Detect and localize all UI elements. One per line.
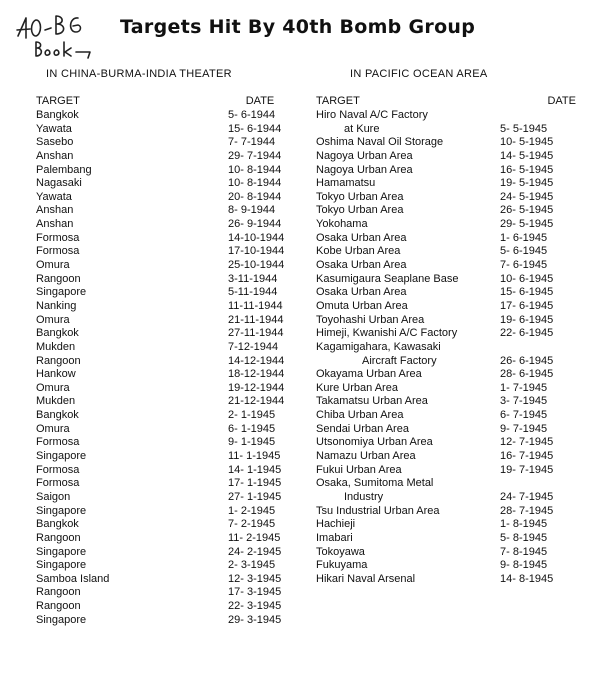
target-row [36, 423, 292, 437]
target-name: Industry [344, 490, 384, 503]
target-date: 1- 8-1945 [500, 518, 548, 531]
target-row [36, 368, 292, 382]
target-row [36, 532, 292, 546]
target-name: Omuta Urban Area [316, 299, 408, 312]
target-row [316, 150, 576, 164]
target-date: 17- 1-1945 [228, 477, 282, 490]
target-name: Aircraft Factory [362, 354, 437, 367]
target-date: 6- 7-1945 [500, 409, 548, 422]
target-row [36, 232, 292, 246]
target-date: 14- 5-1945 [500, 149, 554, 162]
target-name: Namazu Urban Area [316, 450, 416, 463]
target-row [36, 586, 292, 600]
target-row [36, 559, 292, 573]
target-date: 24- 7-1945 [500, 490, 554, 503]
target-date: 3- 7-1945 [500, 395, 548, 408]
target-row [36, 505, 292, 519]
target-row [316, 505, 576, 519]
target-date: 5- 6-1945 [500, 245, 548, 258]
cbi-date-column-header: DATE [245, 95, 275, 107]
target-name: Fukui Urban Area [316, 463, 402, 476]
target-name: Samboa Island [36, 572, 110, 585]
target-date: 7- 6-1945 [500, 259, 548, 272]
target-row [36, 109, 292, 123]
target-date: 14- 8-1945 [500, 572, 554, 585]
target-date: 24- 2-1945 [228, 545, 282, 558]
target-date: 14-10-1944 [228, 231, 285, 244]
cbi-table-header [36, 95, 292, 109]
target-name: Rangoon [36, 531, 81, 544]
target-row [36, 123, 292, 137]
target-date: 9- 8-1945 [500, 559, 548, 572]
target-name: Singapore [36, 450, 87, 463]
target-date: 5- 5-1945 [500, 122, 548, 135]
target-row [36, 136, 292, 150]
target-name: Imabari [316, 531, 353, 544]
target-date: 7- 8-1945 [500, 545, 548, 558]
target-name: Takamatsu Urban Area [316, 395, 428, 408]
target-row [316, 532, 576, 546]
target-row [316, 191, 576, 205]
target-row [36, 164, 292, 178]
target-row [316, 409, 576, 423]
target-date: 5-11-1944 [228, 286, 278, 299]
target-date: 29- 5-1945 [500, 218, 554, 231]
target-row [316, 109, 576, 123]
target-name: Hamamatsu [316, 177, 376, 190]
target-name: Nagoya Urban Area [316, 149, 413, 162]
target-row [36, 436, 292, 450]
target-name: Rangoon [36, 354, 81, 367]
target-name: Yawata [36, 122, 72, 135]
target-date: 19- 7-1945 [500, 463, 554, 476]
target-date: 1- 2-1945 [228, 504, 276, 517]
target-row [36, 150, 292, 164]
target-name: Bangkok [36, 109, 79, 121]
target-name: Sasebo [36, 136, 74, 149]
target-row [36, 450, 292, 464]
target-row [316, 573, 576, 587]
target-name: Bangkok [36, 518, 79, 531]
target-row [36, 177, 292, 191]
target-row [316, 368, 576, 382]
target-name: Nanking [36, 299, 77, 312]
target-date: 21-11-1944 [228, 313, 284, 326]
target-name: Singapore [36, 559, 87, 572]
target-date: 18-12-1944 [228, 368, 285, 381]
target-date: 22- 3-1945 [228, 600, 282, 613]
target-date: 3-11-1944 [228, 272, 278, 285]
target-date: 2- 3-1945 [228, 559, 276, 572]
target-name: Omura [36, 381, 70, 394]
cbi-target-list [36, 109, 292, 627]
target-row [316, 123, 576, 137]
target-name: Anshan [36, 204, 74, 217]
target-row [36, 600, 292, 614]
target-row [36, 573, 292, 587]
target-date: 27-11-1944 [228, 327, 284, 340]
cbi-target-column-header: TARGET [36, 95, 80, 107]
target-name: Chiba Urban Area [316, 409, 404, 422]
target-name: Hiro Naval A/C Factory [316, 109, 428, 121]
cbi-column [36, 68, 292, 627]
target-date: 10- 8-1944 [228, 163, 282, 176]
target-name: Mukden [36, 395, 76, 408]
target-row [36, 395, 292, 409]
target-row [316, 491, 576, 505]
target-name: Tokyo Urban Area [316, 190, 404, 203]
target-date: 19-12-1944 [228, 381, 285, 394]
target-name: Fukuyama [316, 559, 368, 572]
target-date: 28- 7-1945 [500, 504, 554, 517]
target-name: Tokyo Urban Area [316, 204, 404, 217]
target-date: 6- 1-1945 [228, 422, 276, 435]
target-date: 8- 9-1944 [228, 204, 276, 217]
target-date [500, 477, 576, 491]
target-name: Kobe Urban Area [316, 245, 401, 258]
target-row [316, 164, 576, 178]
target-date: 26- 5-1945 [500, 204, 554, 217]
target-date: 9- 7-1945 [500, 422, 548, 435]
target-row [316, 477, 576, 491]
target-date: 25-10-1944 [228, 259, 285, 272]
target-row [36, 204, 292, 218]
target-row [36, 218, 292, 232]
target-name: Okayama Urban Area [316, 368, 422, 381]
target-date: 29- 3-1945 [228, 613, 282, 626]
target-name: Kure Urban Area [316, 381, 398, 394]
target-row [36, 259, 292, 273]
target-date: 1- 6-1945 [500, 231, 548, 244]
target-row [316, 341, 576, 355]
target-name: Yawata [36, 190, 72, 203]
target-name: Bangkok [36, 409, 79, 422]
target-row [36, 314, 292, 328]
target-name: Utsonomiya Urban Area [316, 436, 433, 449]
target-row [36, 191, 292, 205]
poa-column [316, 68, 576, 586]
target-date: 5- 6-1944 [228, 109, 276, 121]
target-name: Kasumigaura Seaplane Base [316, 272, 459, 285]
target-date: 11-11-1944 [228, 299, 283, 312]
target-date: 29- 7-1944 [228, 149, 282, 162]
target-row [316, 300, 576, 314]
target-date: 27- 1-1945 [228, 490, 282, 503]
target-row [316, 395, 576, 409]
target-name: Singapore [36, 504, 87, 517]
poa-table-header [316, 95, 576, 109]
target-row [36, 409, 292, 423]
target-name: Singapore [36, 613, 87, 626]
target-name: Omura [36, 259, 70, 272]
target-date: 10- 5-1945 [500, 136, 554, 149]
target-name: Singapore [36, 286, 87, 299]
target-name: Singapore [36, 545, 87, 558]
target-row [36, 355, 292, 369]
target-row [316, 245, 576, 259]
target-row [36, 327, 292, 341]
target-row [36, 518, 292, 532]
target-date: 17-10-1944 [228, 245, 285, 258]
target-row [36, 491, 292, 505]
target-row [36, 341, 292, 355]
target-name: Hankow [36, 368, 76, 381]
target-row [316, 559, 576, 573]
poa-target-list [316, 109, 576, 586]
target-row [36, 477, 292, 491]
target-row [316, 177, 576, 191]
poa-target-column-header: TARGET [316, 95, 360, 107]
target-date: 9- 1-1945 [228, 436, 276, 449]
target-row [316, 314, 576, 328]
target-name: Omura [36, 422, 70, 435]
target-date: 10- 6-1945 [500, 272, 554, 285]
target-date: 21-12-1944 [228, 395, 285, 408]
target-row [316, 546, 576, 560]
target-date: 7- 2-1945 [228, 518, 276, 531]
target-name: Mukden [36, 340, 76, 353]
target-row [36, 245, 292, 259]
target-name: Omura [36, 313, 70, 326]
target-row [36, 464, 292, 478]
target-row [316, 218, 576, 232]
target-name: Osaka Urban Area [316, 259, 407, 272]
target-name: Formosa [36, 477, 80, 490]
target-row [36, 286, 292, 300]
target-date: 10- 8-1944 [228, 177, 282, 190]
target-row [36, 546, 292, 560]
target-date: 24- 5-1945 [500, 190, 554, 203]
target-date: 19- 5-1945 [500, 177, 554, 190]
target-date: 14- 1-1945 [228, 463, 282, 476]
cbi-theater-heading: IN CHINA-BURMA-INDIA THEATER [46, 68, 232, 80]
target-date: 16- 7-1945 [500, 450, 554, 463]
target-name: Saigon [36, 490, 71, 503]
target-date: 19- 6-1945 [500, 313, 554, 326]
target-name: Rangoon [36, 586, 81, 599]
target-row [316, 355, 576, 369]
poa-date-column-header: DATE [547, 95, 576, 107]
target-name: Rangoon [36, 600, 81, 613]
target-date: 28- 6-1945 [500, 368, 554, 381]
target-row [316, 382, 576, 396]
target-row [36, 273, 292, 287]
target-name: Formosa [36, 245, 80, 258]
target-row [316, 204, 576, 218]
target-row [316, 232, 576, 246]
target-date: 5- 8-1945 [500, 531, 548, 544]
target-date: 17- 3-1945 [228, 586, 282, 599]
target-row [316, 423, 576, 437]
target-date [500, 341, 576, 355]
target-date: 11- 1-1945 [228, 450, 281, 463]
target-name: Hikari Naval Arsenal [316, 572, 416, 585]
target-date: 7- 7-1944 [228, 136, 276, 149]
target-row [316, 286, 576, 300]
target-name: Osaka Urban Area [316, 231, 407, 244]
target-name: Kagamigahara, Kawasaki [316, 340, 441, 353]
handwritten-note-40-bg-book [14, 12, 94, 60]
target-name: Tokoyawa [316, 545, 365, 558]
target-date: 15- 6-1944 [228, 122, 282, 135]
target-date: 12- 3-1945 [228, 572, 282, 585]
target-row [36, 382, 292, 396]
target-name: at Kure [344, 122, 380, 135]
target-name: Yokohama [316, 218, 368, 231]
target-name: Palembang [36, 163, 92, 176]
target-date: 7-12-1944 [228, 340, 279, 353]
target-name: Himeji, Kwanishi A/C Factory [316, 327, 458, 340]
target-name: Nagasaki [36, 177, 82, 190]
target-name: Formosa [36, 436, 80, 449]
target-date: 20- 8-1944 [228, 190, 282, 203]
poa-theater-heading: IN PACIFIC OCEAN AREA [350, 68, 488, 80]
target-name: Osaka Urban Area [316, 286, 407, 299]
target-name: Anshan [36, 218, 74, 231]
target-date: 26- 9-1944 [228, 218, 282, 231]
page-title: Targets Hit By 40th Bomb Group [120, 16, 476, 38]
target-name: Rangoon [36, 272, 81, 285]
target-name: Nagoya Urban Area [316, 163, 413, 176]
target-row [316, 327, 576, 341]
target-date: 26- 6-1945 [500, 354, 554, 367]
target-name: Osaka, Sumitoma Metal [316, 477, 434, 490]
target-name: Tsu Industrial Urban Area [316, 504, 440, 517]
target-name: Hachieji [316, 518, 356, 531]
target-name: Formosa [36, 463, 80, 476]
target-date: 22- 6-1945 [500, 327, 554, 340]
target-name: Anshan [36, 149, 74, 162]
target-date [500, 109, 576, 123]
target-name: Formosa [36, 231, 80, 244]
target-name: Toyohashi Urban Area [316, 313, 425, 326]
target-row [316, 464, 576, 478]
target-date: 12- 7-1945 [500, 436, 554, 449]
target-row [316, 518, 576, 532]
target-date: 15- 6-1945 [500, 286, 554, 299]
target-row [36, 300, 292, 314]
target-date: 11- 2-1945 [228, 531, 281, 544]
target-date: 14-12-1944 [228, 354, 285, 367]
target-row [36, 614, 292, 628]
target-date: 2- 1-1945 [228, 409, 276, 422]
target-date: 16- 5-1945 [500, 163, 554, 176]
target-row [316, 450, 576, 464]
target-row [316, 259, 576, 273]
target-row [316, 273, 576, 287]
target-name: Sendai Urban Area [316, 422, 409, 435]
target-name: Bangkok [36, 327, 79, 340]
target-row [316, 136, 576, 150]
target-date: 1- 7-1945 [500, 381, 548, 394]
target-row [316, 436, 576, 450]
target-date: 17- 6-1945 [500, 299, 554, 312]
target-name: Oshima Naval Oil Storage [316, 136, 444, 149]
